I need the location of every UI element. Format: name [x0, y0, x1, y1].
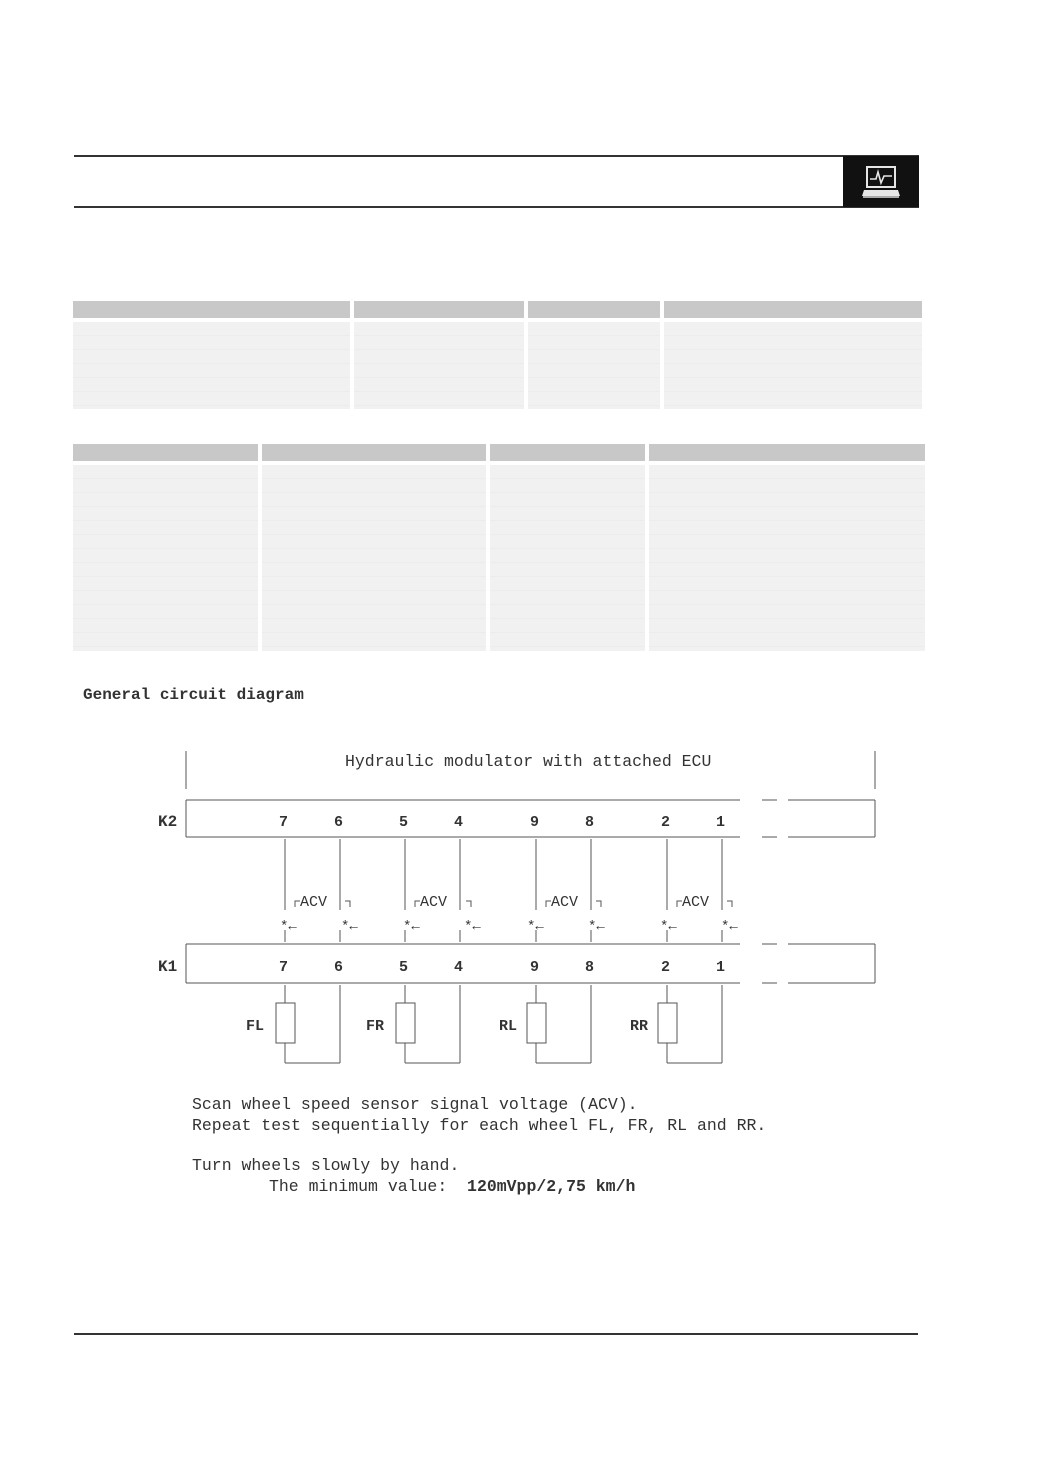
table-1-col-4 — [664, 301, 922, 409]
k1-pin: 7 — [279, 959, 289, 976]
k2-pin: 6 — [334, 814, 344, 831]
k1-pin: 2 — [661, 959, 671, 976]
acv-label: ACV — [420, 894, 448, 911]
probe-marker: *← — [527, 919, 544, 935]
wheel-label-fl: FL — [246, 1018, 265, 1035]
k2-pin: 9 — [530, 814, 540, 831]
probe-marker: *← — [403, 919, 420, 935]
acv-label: ACV — [682, 894, 710, 911]
instruction-scan: Scan wheel speed sensor signal voltage (ACV). — [192, 1095, 638, 1114]
table-1-col-1 — [73, 301, 350, 409]
wheel-label-fr: FR — [366, 1018, 385, 1035]
probe-marker: *← — [341, 919, 358, 935]
section-title: General circuit diagram — [83, 686, 304, 704]
table-2-col-2 — [262, 444, 486, 651]
acv-label: ACV — [300, 894, 328, 911]
table-2-col-4 — [649, 444, 925, 651]
k2-pin: 8 — [585, 814, 595, 831]
probe-marker: *← — [660, 919, 677, 935]
k1-pin: 4 — [454, 959, 464, 976]
k2-pin: 2 — [661, 814, 671, 831]
k2-pin: 5 — [399, 814, 409, 831]
probe-marker: *← — [464, 919, 481, 935]
minimum-value-line — [269, 1177, 635, 1196]
module-label: Hydraulic modulator with attached ECU — [345, 752, 712, 771]
minimum-value: 120mVpp/2,75 km/h — [467, 1177, 636, 1196]
wheel-label-rr: RR — [630, 1018, 649, 1035]
k1-pin: 1 — [716, 959, 726, 976]
header-rule-top — [74, 155, 919, 157]
table-2 — [73, 444, 926, 651]
table-1 — [73, 301, 923, 409]
acv-label: ACV — [551, 894, 579, 911]
table-2-col-1 — [73, 444, 258, 651]
k1-pin: 9 — [530, 959, 540, 976]
circuit-diagram — [150, 745, 890, 1075]
instruction-turn-wheels: Turn wheels slowly by hand. — [192, 1156, 460, 1175]
probe-marker: *← — [721, 919, 738, 935]
k1-pin: 8 — [585, 959, 595, 976]
k1-pin: 6 — [334, 959, 344, 976]
table-1-col-2 — [354, 301, 524, 409]
probe-marker: *← — [588, 919, 605, 935]
k2-pin: 1 — [716, 814, 726, 831]
header-rule-bottom — [74, 206, 919, 208]
probe-marker: *← — [280, 919, 297, 935]
laptop-oscilloscope-icon — [843, 156, 919, 207]
k1-pin: 5 — [399, 959, 409, 976]
minimum-value-label: The minimum value: — [269, 1177, 468, 1196]
connector-k1-label: K1 — [158, 958, 178, 976]
wheel-label-rl: RL — [499, 1018, 518, 1035]
instruction-repeat: Repeat test sequentially for each wheel FL, FR, RL and RR. — [192, 1116, 767, 1135]
footer-rule — [74, 1333, 918, 1335]
table-1-col-3 — [528, 301, 660, 409]
k2-pin: 7 — [279, 814, 289, 831]
k2-pin: 4 — [454, 814, 464, 831]
connector-k2-label: K2 — [158, 813, 178, 831]
table-2-col-3 — [490, 444, 645, 651]
